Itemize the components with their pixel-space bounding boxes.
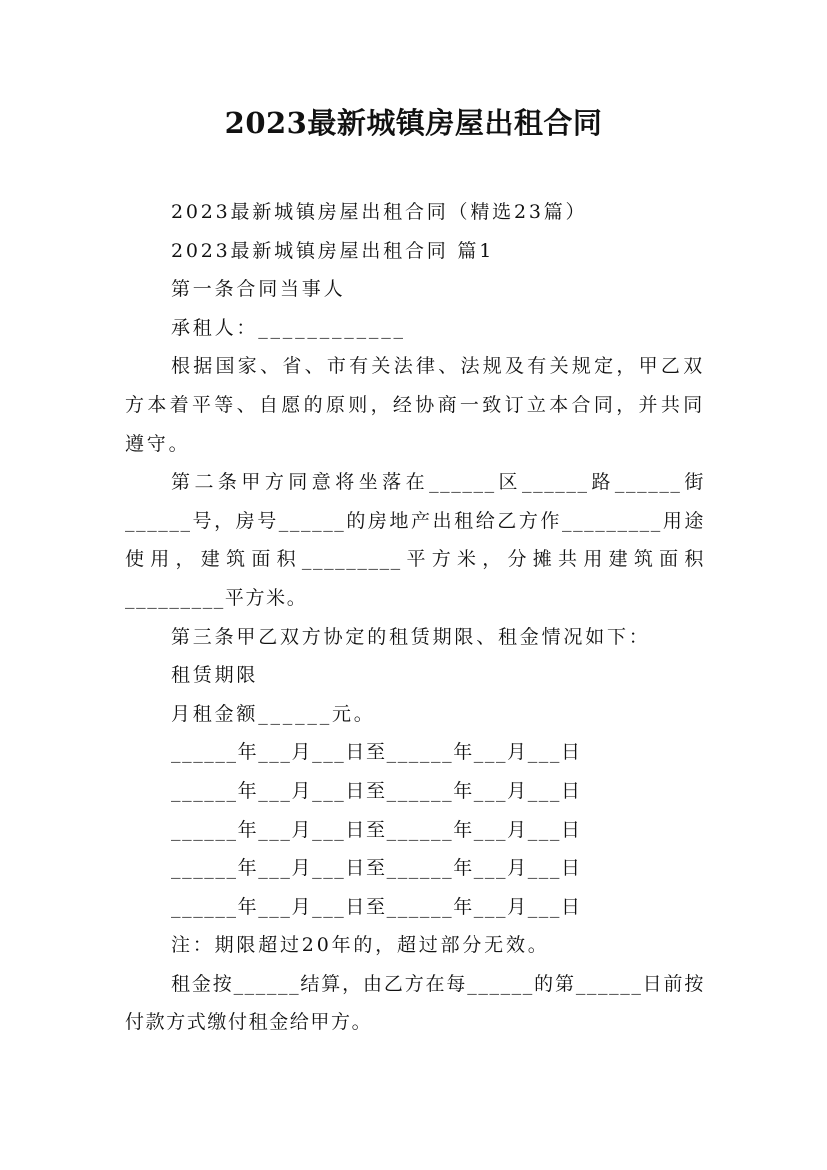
paragraph-date-range-2: ______年___月___日至______年___月___日 bbox=[171, 779, 582, 802]
paragraph-clause-1-heading: 第一条合同当事人 bbox=[171, 278, 346, 301]
paragraph-legal-basis: 根据国家、省、市有关法律、法规及有关规定，甲乙双方本着平等、自愿的原则，经协商一致订立本合同，并共同遵守。 bbox=[125, 355, 705, 455]
document-body bbox=[125, 193, 705, 1042]
paragraph-lease-term-label: 租赁期限 bbox=[171, 664, 259, 687]
paragraph-monthly-rent: 月租金额______元。 bbox=[171, 702, 376, 725]
paragraph-date-range-5: ______年___月___日至______年___月___日 bbox=[171, 895, 582, 918]
paragraph-date-range-1: ______年___月___日至______年___月___日 bbox=[171, 741, 582, 764]
paragraph-article-heading: 2023最新城镇房屋出租合同 篇1 bbox=[171, 239, 495, 262]
paragraph-date-range-3: ______年___月___日至______年___月___日 bbox=[171, 818, 582, 841]
paragraph-rent-payment: 租金按______结算，由乙方在每______的第______日前按付款方式缴付租金给甲方。 bbox=[125, 972, 705, 1034]
paragraph-date-range-4: ______年___月___日至______年___月___日 bbox=[171, 857, 582, 880]
paragraph-note: 注：期限超过20年的，超过部分无效。 bbox=[171, 934, 550, 957]
document-title: 2023最新城镇房屋出租合同 bbox=[224, 106, 603, 140]
paragraph-lessee-line: 承租人：____________ bbox=[171, 316, 406, 339]
paragraph-collection-title: 2023最新城镇房屋出租合同（精选23篇） bbox=[171, 201, 588, 223]
paragraph-clause-3-heading: 第三条甲乙双方协定的租赁期限、租金情况如下： bbox=[171, 625, 651, 648]
paragraph-clause-2: 第二条甲方同意将坐落在______区______路______街______号，房号______的房地产出租给乙方作_________用途使用，建筑面积_________平方米，分摊共用建筑面积_________平方米。 bbox=[125, 471, 705, 609]
